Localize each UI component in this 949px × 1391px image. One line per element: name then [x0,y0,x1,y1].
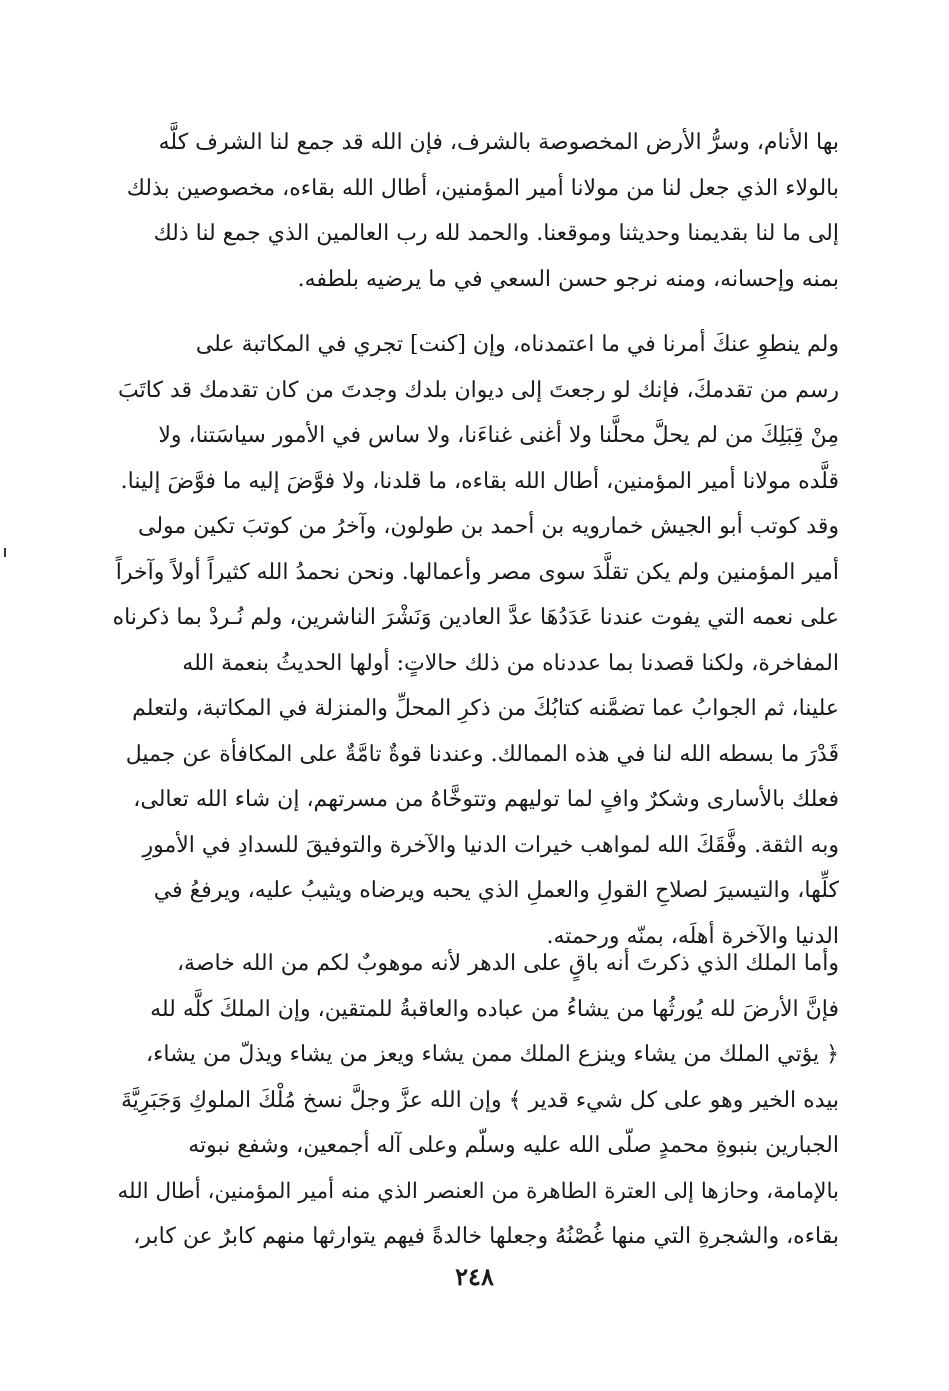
text-line: مِنْ قِبَلِكَ من لم يحلَّ محلَّنا ولا أغنى غناءَنا، ولا ساس في الأمور سياسَتنا، ولا [158,423,839,448]
text-line: المفاخرة، ولكنا قصدنا بما عددناه من ذلك حالاتٍ: أولها الحديثُ بنعمة الله [182,650,839,676]
text-line: بمنه وإحسانه، ومنه نرجو حسن السعي في ما يرضيه بلطفه. [297,266,839,292]
text-line: على نعمه التي يفوت عندنا عَدَدُهَا عدَّ العادين وَنَشْرَ الناشرين، ولم نُـردْ بما ذكرناه [112,605,839,630]
paragraph-1 [112,120,839,302]
text-line: وأما الملك الذي ذكرتَ أنه باقٍ على الدهر لأنه موهوبٌ لكم من الله خاصة، [176,951,839,976]
text-line: قَدْرَ ما بسطه الله لنا في هذه الممالك. وعندنا قوةٌ تامَّةٌ على المكافأة عن جميل [125,741,839,767]
text-line: رسم من تقدمكَ، فإنك لو رجعتَ إلى ديوان بلدك وجدتَ من كان تقدمك قد كاتَبَ [118,377,839,403]
text-line: فعلك بالأسارى وشكرٌ وافٍ لما توليهم وتتوخَّاهُ من مسرتهم، إن شاء الله تعالى، [133,787,839,812]
margin-mark [4,548,6,557]
text-line: ولم ينطوِ عنكَ أمرنا في ما اعتمدناه، وإن [كنت] تجري في المكاتبة على [195,332,839,357]
text-line: بالإمامة، وحازها إلى العترة الطاهرة من العنصر الذي منه أمير المؤمنين، أطال الله [117,1178,839,1204]
text-line: قلَّده مولانا أمير المؤمنين، أطال الله بقاءه، ما قلدنا، ولا فوَّضَ إليه ما فوَّضَ إلينا. [120,468,839,494]
page-number: ٢٤٨ [455,1262,494,1291]
text-line: بالولاء الذي جعل لنا من مولانا أمير المؤمنين، أطال الله بقاءه، مخصوصين بذلك [126,175,839,201]
text-line: علينا، ثم الجوابُ عما تضمَّنه كتابُكَ من ذكرِ المحلِّ والمنزلة في المكاتبة، ولتعلم [132,696,839,721]
text-line: الجبارين بنبوةِ محمدٍ صلّى الله عليه وسلّم وعلى آله أجمعين، وشفع نبوته [188,1133,839,1158]
text-line: بيده الخير وهو على كل شيء قدير ﴾ وإن الله عزَّ وجلَّ نسخ مُلْكَ الملوكِ وَجَبَرِيَّةَ [120,1087,839,1113]
text-line: بها الأنام، وسرُّ الأرض المخصوصة بالشرف، فإن الله قد جمع لنا الشرف كلَّه [158,130,839,155]
text-line: الدنيا والآخرة أهلَه، بمنّه ورحمته. [546,923,839,949]
text-line: إلى ما لنا بقديمنا وحديثنا وموقعنا. والحمد لله رب العالمين الذي جمع لنا ذلك [153,221,839,246]
paragraph-2 [112,322,839,959]
text-line: بقاءه، والشجرةِ التي منها غُصْنُهُ وجعلها خالدةً فيهم يتوارثها منهم كابرٌ عن كابر، [133,1224,839,1249]
text-line: وقد كوتب أبو الجيش خمارويه بن أحمد بن طولون، وآخرُ من كوتبَ تكين مولى [138,514,839,539]
text-line: ﴿ يؤتي الملك من يشاء وينزع الملك ممن يشاء ويعز من يشاء ويذلّ من يشاء، [145,1042,839,1067]
text-line: فإنَّ الأرضَ لله يُورثُها من يشاءُ من عباده والعاقبةُ للمتقين، وإن الملكَ كلَّه لله [150,996,839,1022]
text-line: وبه الثقة. وفَّقَكَ الله لمواهب خيرات الدنيا والآخرة والتوفيقَ للسدادِ في الأمورِ [142,832,839,858]
text-line: كلِّها، والتيسيرَ لصلاحِ القولِ والعملِ الذي يحبه ويرضاه ويثيبُ عليه، ويرفعُ في [153,878,839,903]
text-line: أمير المؤمنين ولم يكن تقلَّدَ سوى مصر وأعمالها. ونحن نحمدُ الله كثيراً أولاً وآخراً [115,559,839,585]
paragraph-3 [112,941,839,1260]
